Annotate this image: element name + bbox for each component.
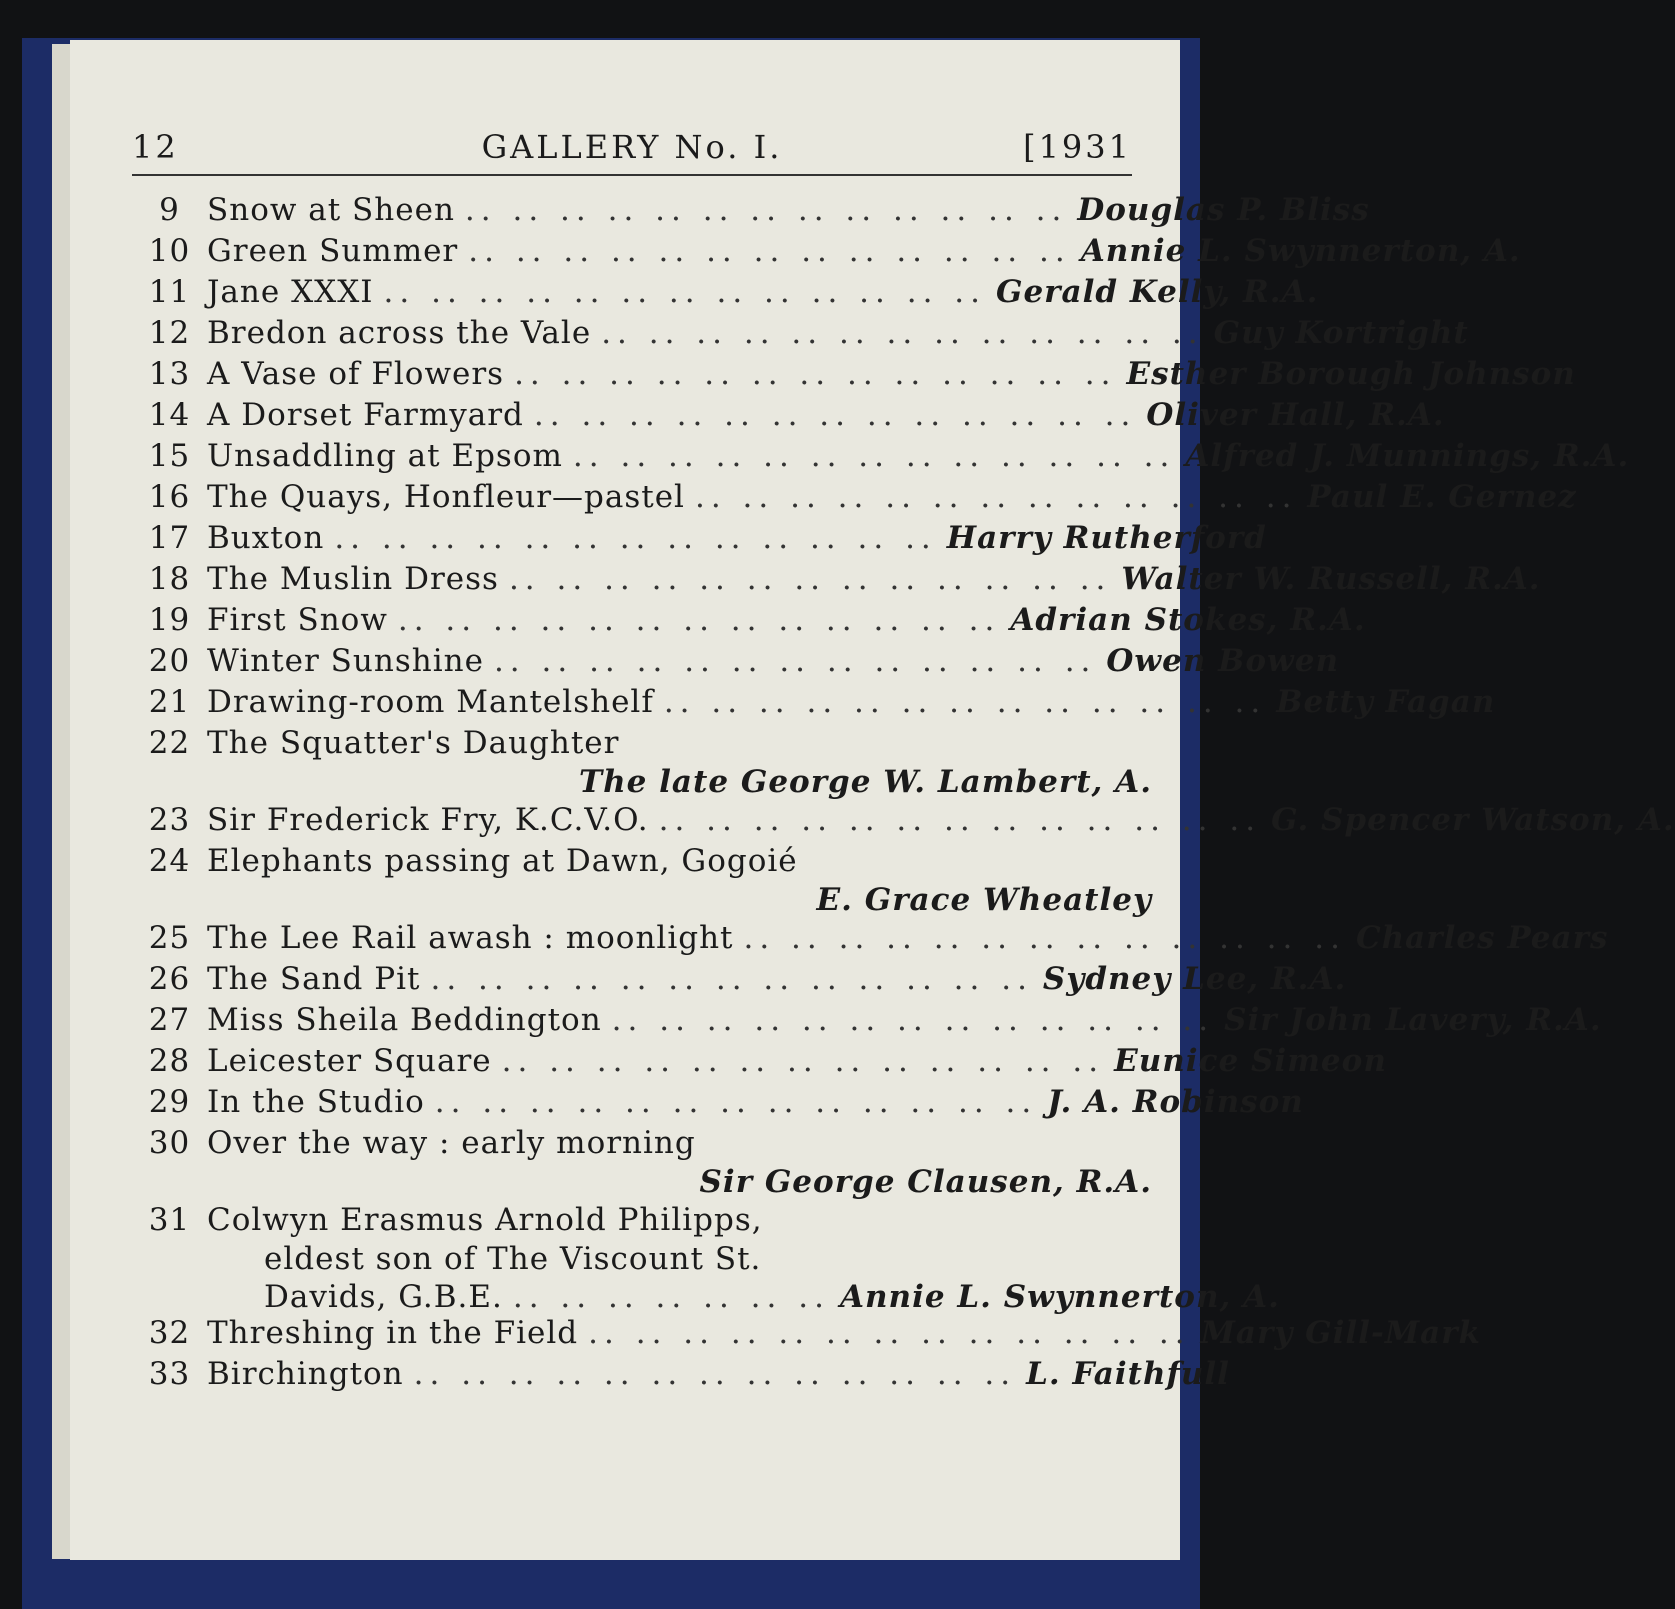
entry-title: In the Studio	[207, 1084, 425, 1120]
entry-number: 17	[148, 520, 191, 556]
list-item	[132, 1041, 1387, 1082]
entry-artist: Esther Borough Johnson	[1126, 356, 1576, 392]
header-rule	[132, 174, 1132, 176]
entry-number: 11	[148, 274, 191, 310]
entry-title: A Dorset Farmyard	[207, 397, 524, 433]
entry-number: 14	[148, 397, 191, 433]
entry-number: 32	[148, 1315, 191, 1351]
entry-title: Jane XXXI	[207, 274, 374, 310]
entry-artist: Sir John Lavery, R.A.	[1224, 1002, 1602, 1038]
entry-artist: Douglas P. Bliss	[1077, 192, 1370, 228]
entry-artist: Paul E. Gernez	[1307, 479, 1577, 515]
entry-title: Colwyn Erasmus Arnold Philipps,	[207, 1202, 763, 1238]
page-edge	[52, 44, 71, 1559]
entry-number: 23	[148, 802, 191, 838]
list-item	[132, 231, 1521, 272]
leader-dots: .. .. .. .. .. .. .. .. .. .. .. .. ..	[468, 233, 1071, 269]
entry-artist: Guy Kortright	[1213, 315, 1469, 351]
leader-dots: .. .. .. .. .. .. .. .. .. .. .. .. ..	[533, 397, 1137, 433]
entry-title: Over the way : early morning	[207, 1125, 696, 1161]
entry-title: The Quays, Honfleur—pastel	[207, 479, 685, 515]
entry-number: 20	[148, 643, 191, 679]
list-item	[132, 313, 1469, 354]
entry-number: 13	[148, 356, 191, 392]
entry-title: Buxton	[207, 520, 325, 556]
page-title: GALLERY No. I.	[481, 128, 783, 166]
entry-title: Threshing in the Field	[207, 1315, 579, 1351]
leader-dots: .. .. .. .. .. .. .. .. .. .. .. .. ..	[658, 802, 1262, 838]
entry-artist: E. Grace Wheatley	[816, 882, 1152, 918]
leader-dots: .. .. .. .. .. .. .. .. .. .. .. .. ..	[434, 1084, 1038, 1120]
leader-dots: .. .. .. .. .. .. .. .. .. .. .. .. ..	[383, 274, 986, 310]
entry-title: Snow at Sheen	[207, 192, 455, 228]
entry-number: 28	[148, 1043, 191, 1079]
page-header	[132, 128, 1132, 188]
list-item	[132, 1082, 1304, 1123]
leader-dots: .. .. .. .. .. .. .. .. .. .. .. .. ..	[334, 520, 937, 556]
leader-dots: .. .. .. .. .. .. .. .. .. .. .. .. ..	[501, 1043, 1105, 1079]
entry-number: 25	[148, 920, 191, 956]
entry-title: Winter Sunshine	[207, 643, 484, 679]
list-item	[132, 800, 1675, 841]
entry-artist: Annie L. Swynnerton, A.	[839, 1279, 1280, 1315]
entry-number: 22	[148, 725, 191, 761]
leader-dots: .. .. .. .. .. .. .. .. .. .. .. .. ..	[397, 602, 1001, 638]
entry-artist: Harry Rutherford	[946, 520, 1267, 556]
entry-title: Bredon across the Vale	[207, 315, 592, 351]
entry-title: Green Summer	[207, 233, 459, 269]
list-item	[132, 1354, 1230, 1395]
catalogue-page	[70, 40, 1675, 1560]
leader-dots: .. .. .. .. .. .. .. .. .. .. .. .. ..	[588, 1315, 1191, 1351]
entry-artist: Mary Gill-Mark	[1200, 1315, 1482, 1351]
entry-artist: Eunice Simeon	[1114, 1043, 1387, 1079]
entry-number: 21	[148, 684, 191, 720]
entry-title: A Vase of Flowers	[207, 356, 505, 392]
entry-number: 9	[159, 192, 180, 228]
entry-number: 24	[148, 843, 191, 879]
leader-dots: .. .. .. .. .. .. .. .. .. .. .. .. ..	[430, 961, 1033, 997]
entry-number: 19	[148, 602, 191, 638]
entry-title: Drawing-room Mantelshelf	[207, 684, 654, 720]
entry-artist: G. Spencer Watson, A.	[1271, 802, 1675, 838]
list-item	[132, 641, 1339, 682]
list-item	[132, 436, 1630, 477]
leader-dots: .. .. .. .. .. .. .. .. .. .. .. .. ..	[493, 643, 1097, 679]
entry-artist: L. Faithfull	[1026, 1356, 1230, 1392]
entry-title: Unsaddling at Epsom	[207, 438, 563, 474]
entry-artist: Oliver Hall, R.A.	[1146, 397, 1445, 433]
entry-title: The Squatter's Daughter	[207, 725, 620, 761]
entry-artist: Charles Pears	[1355, 920, 1609, 956]
list-item	[132, 559, 1541, 600]
list-item	[132, 354, 1576, 395]
entry-artist: The late George W. Lambert, A.	[579, 764, 1152, 800]
leader-dots: .. .. .. .. .. .. .. .. .. .. .. .. ..	[743, 920, 1346, 956]
entry-number: 30	[148, 1125, 191, 1161]
entry-artist: J. A. Robinson	[1047, 1084, 1304, 1120]
list-item	[132, 518, 1267, 559]
leader-dots: .. .. .. .. .. .. ..	[512, 1279, 830, 1315]
leader-dots: .. .. .. .. .. .. .. .. .. .. .. .. ..	[413, 1356, 1017, 1392]
entry-number: 27	[148, 1002, 191, 1038]
entry-artist: Adrian Stokes, R.A.	[1010, 602, 1366, 638]
leader-dots: .. .. .. .. .. .. .. .. .. .. .. .. ..	[663, 684, 1267, 720]
entry-title: Miss Sheila Beddington	[207, 1002, 602, 1038]
entry-title: Birchington	[207, 1356, 404, 1392]
leader-dots: .. .. .. .. .. .. .. .. .. .. .. .. ..	[611, 1002, 1215, 1038]
entry-number: 26	[148, 961, 191, 997]
list-item	[132, 477, 1577, 518]
list-item	[132, 395, 1445, 436]
leader-dots: .. .. .. .. .. .. .. .. .. .. .. .. ..	[508, 561, 1112, 597]
entry-artist: Walter W. Russell, R.A.	[1121, 561, 1541, 597]
entry-number: 33	[148, 1356, 191, 1392]
list-item	[132, 1123, 1152, 1200]
list-item	[132, 1313, 1482, 1354]
list-item	[132, 959, 1347, 1000]
entry-artist: Sir George Clausen, R.A.	[699, 1164, 1152, 1200]
entry-number: 10	[148, 233, 191, 269]
leader-dots: .. .. .. .. .. .. .. .. .. .. .. .. ..	[572, 438, 1176, 474]
entry-artist: Betty Fagan	[1276, 684, 1496, 720]
entry-artist: Annie L. Swynnerton, A.	[1080, 233, 1521, 269]
entry-number: 18	[148, 561, 191, 597]
page-year: [1931	[1023, 128, 1132, 166]
entry-title: Sir Frederick Fry, K.C.V.O.	[207, 802, 649, 838]
list-item	[132, 918, 1609, 959]
entry-title: The Sand Pit	[207, 961, 421, 997]
entry-title: The Muslin Dress	[207, 561, 499, 597]
list-item	[132, 682, 1496, 723]
entry-number: 12	[148, 315, 191, 351]
leader-dots: .. .. .. .. .. .. .. .. .. .. .. .. ..	[601, 315, 1204, 351]
entry-artist: Sydney Lee, R.A.	[1042, 961, 1347, 997]
entry-title: The Lee Rail awash : moonlight	[207, 920, 734, 956]
entry-number: 31	[148, 1202, 191, 1238]
entry-artist: Gerald Kelly, R.A.	[995, 274, 1319, 310]
entry-title: Elephants passing at Dawn, Gogoié	[207, 843, 798, 879]
list-item	[132, 1200, 1280, 1315]
entry-number: 15	[148, 438, 191, 474]
leader-dots: .. .. .. .. .. .. .. .. .. .. .. .. ..	[514, 356, 1117, 392]
entry-title: Leicester Square	[207, 1043, 492, 1079]
list-item	[132, 841, 1152, 918]
leader-dots: .. .. .. .. .. .. .. .. .. .. .. .. ..	[694, 479, 1298, 515]
list-item	[132, 190, 1370, 231]
catalogue-list	[132, 190, 1675, 1395]
entry-title: First Snow	[207, 602, 388, 638]
list-item	[132, 1000, 1602, 1041]
list-item	[132, 272, 1319, 313]
leader-dots: .. .. .. .. .. .. .. .. .. .. .. .. ..	[464, 192, 1068, 228]
entry-artist: Owen Bowen	[1106, 643, 1339, 679]
entry-number: 16	[148, 479, 191, 515]
list-item	[132, 723, 1152, 800]
entry-artist: Alfred J. Munnings, R.A.	[1185, 438, 1630, 474]
entry-title-continued: eldest son of The Viscount St.	[264, 1241, 762, 1277]
entry-number: 29	[148, 1084, 191, 1120]
list-item	[132, 600, 1366, 641]
entry-title-continued: Davids, G.B.E.	[264, 1279, 503, 1315]
page-number: 12	[132, 128, 179, 166]
